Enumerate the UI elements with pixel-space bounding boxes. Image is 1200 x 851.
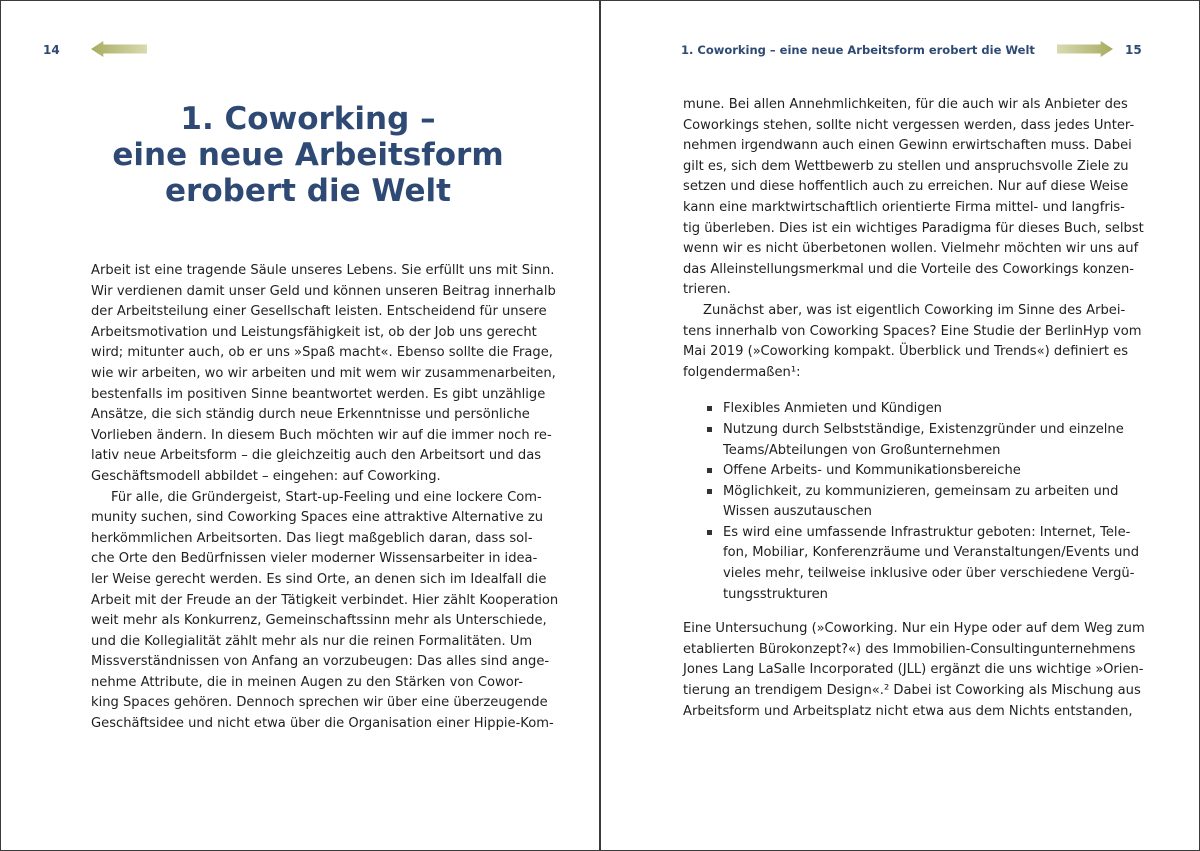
text-line: Geschäftsidee und nicht etwa über die Organisation einer Hippie-Kom- [91, 716, 554, 732]
text-line: tens innerhalb von Coworking Spaces? Eine Studie der BerlinHyp vom [683, 323, 1142, 339]
text-line: lativ neue Arbeitsform – die gleichzeitig auch den Arbeitsort und das [91, 448, 542, 464]
text-line: weit mehr als Konkurrenz, Gemeinschaftssinn mehr als Unterschiede, [91, 613, 547, 629]
text-line: nehme Attribute, die in meinen Augen zu den Stärken von Cowor- [91, 674, 523, 690]
title-line: eine neue Arbeitsform [112, 137, 504, 173]
text-line: Flexibles Anmieten und Kündigen [723, 401, 942, 417]
title-line: 1. Coworking – [180, 101, 436, 137]
text-line: Zunächst aber, was ist eigentlich Coworking im Sinne des Arbei- [703, 302, 1126, 318]
text-line: mune. Bei allen Annehmlichkeiten, für die auch wir als Anbieter des [683, 97, 1128, 112]
text-line: kann eine marktwirtschaftlich orientierte Firma mittel- und langfris- [683, 199, 1125, 215]
text-line: Wissen auszutauschen [723, 504, 872, 520]
text-line: Für alle, die Gründergeist, Start-up-Feeling und eine lockere Com- [111, 489, 542, 505]
text-line: Arbeitsform und Arbeitsplatz nicht etwa aus dem Nichts entstanden, [683, 703, 1133, 719]
text-line: setzen und diese hoffentlich auch zu erreichen. Nur auf diese Weise [683, 179, 1129, 195]
text-line: etablierten Bürokonzept?«) des Immobilien-Consultingunternehmens [683, 641, 1136, 657]
bullet-item [683, 482, 1119, 523]
text-line: king Spaces gehören. Dennoch sprechen wir über eine überzeugende [91, 695, 548, 711]
paragraph [683, 95, 1144, 301]
text-line: Jones Lang LaSalle Incorporated (JLL) ergänzt die uns wichtige »Orien- [683, 662, 1144, 678]
arrow-left-icon [91, 41, 147, 57]
right-page [601, 1, 1199, 850]
text-line: Ansätze, die sich ständig durch neue Erkenntnisse und persönliche [91, 407, 530, 423]
running-head: 1. Coworking – eine neue Arbeitsform erobert die Welt [681, 43, 1035, 57]
text-line: wenn wir es nicht überbetonen wollen. Vielmehr möchten wir uns auf [683, 241, 1139, 257]
text-line: ler Weise gerecht werden. Es sind Orte, an denen sich im Idealfall die [91, 571, 547, 587]
chapter-title [93, 101, 523, 209]
text-line: folgendermaßen¹: [683, 364, 801, 380]
bullet-square-icon [707, 489, 712, 494]
bullet-item [683, 523, 1140, 605]
paragraph [683, 301, 1142, 383]
text-line: che Orte den Bedürfnissen vieler moderner Wissensarbeiter in idea- [91, 551, 538, 567]
text-line: Nutzung durch Selbstständige, Existenzgründer und einzelne [723, 421, 1124, 437]
paragraph [91, 261, 556, 488]
text-line: wie wir arbeiten, wo wir arbeiten und mit wem wir zusammenarbeiten, [91, 365, 556, 381]
text-line: trieren. [683, 282, 731, 298]
text-line: tierung an trendigem Design«.² Dabei ist Coworking als Mischung aus [683, 683, 1141, 699]
bullet-square-icon [707, 406, 712, 411]
text-line: gilt es, sich dem Wettbewerb zu stellen und anspruchsvolle Ziele zu [683, 158, 1129, 174]
text-line: Missverständnissen von Anfang an vorzubeugen: Das alles sind ange- [91, 654, 550, 670]
text-line: Mai 2019 (»Coworking kompakt. Überblick und Trends«) definiert es [683, 344, 1129, 360]
text-line: Arbeit ist eine tragende Säule unseres Lebens. Sie erfüllt uns mit Sinn. [91, 263, 555, 278]
text-line: Teams/Abteilungen von Großunternehmen [723, 442, 1001, 458]
text-line: tungsstrukturen [723, 586, 828, 602]
text-line: Möglichkeit, zu kommunizieren, gemeinsam zu arbeiten und [723, 483, 1119, 499]
text-line: herkömmlichen Arbeitsorten. Das liegt maßgeblich daran, dass sol- [91, 530, 533, 546]
bullet-square-icon [707, 530, 712, 535]
bullet-square-icon [707, 468, 712, 473]
text-line: Eine Untersuchung (»Coworking. Nur ein Hype oder auf dem Weg zum [683, 621, 1145, 637]
page-number-left: 14 [43, 43, 60, 57]
left-body-text [91, 261, 559, 735]
text-line: Arbeit mit der Freude an der Tätigkeit verbindet. Hier zählt Kooperation [91, 592, 559, 608]
paragraph [683, 619, 1145, 722]
text-line: Vorlieben ändern. In diesem Buch möchten wir auf die immer noch re- [91, 427, 552, 443]
bullet-item [683, 399, 1113, 420]
left-page [1, 1, 599, 850]
text-line: Es wird eine umfassende Infrastruktur geboten: Internet, Tele- [723, 524, 1131, 540]
text-line: munity suchen, sind Coworking Spaces eine attraktive Alternative zu [91, 510, 544, 526]
text-line: der Arbeitsteilung einer Gesellschaft leisten. Entscheidend für unsere [91, 304, 547, 320]
text-line: bestenfalls im positiven Sinne beantwortet werden. Es gibt unzählige [91, 386, 546, 402]
text-line: das Alleinstellungsmerkmal und die Vorteile des Coworkings konzen- [683, 261, 1134, 277]
text-line: Coworkings stehen, sollte nicht vergessen werden, dass jedes Unter- [683, 117, 1135, 133]
paragraph [91, 488, 559, 735]
arrow-right-icon [1057, 41, 1113, 57]
bullet-square-icon [707, 427, 712, 432]
text-line: Wir verdienen damit unser Geld und können unseren Beitrag innerhalb [91, 283, 556, 299]
text-line: nehmen irgendwann auch einen Gewinn erwirtschaften muss. Dabei [683, 138, 1132, 154]
page-number-right: 15 [1125, 43, 1142, 57]
bullet-item [683, 461, 1113, 482]
title-line: erobert die Welt [165, 173, 451, 209]
bullet-list [683, 399, 1140, 605]
text-line: Arbeitsmotivation und Leistungsfähigkeit ist, ob der Job uns gerecht [91, 324, 537, 340]
text-line: wird; mitunter auch, ob er uns »Spaß macht«. Ebenso sollte die Frage, [91, 345, 553, 361]
text-line: und die Kollegialität zählt mehr als nur die reinen Formalitäten. Um [91, 633, 533, 649]
text-line: Offene Arbeits- und Kommunikationsbereiche [723, 463, 1021, 479]
text-line: tig überleben. Dies ist ein wichtiges Paradigma für dieses Buch, selbst [683, 220, 1144, 236]
text-line: vieles mehr, teilweise inklusive oder über verschiedene Vergü- [723, 566, 1135, 582]
right-body-text [683, 95, 1145, 722]
text-line: Geschäftsmodell abbildet – eingehen: auf Coworking. [91, 468, 441, 484]
text-line: fon, Mobiliar, Konferenzräume und Veranstaltungen/Events und [723, 545, 1140, 561]
bullet-item [683, 420, 1124, 461]
